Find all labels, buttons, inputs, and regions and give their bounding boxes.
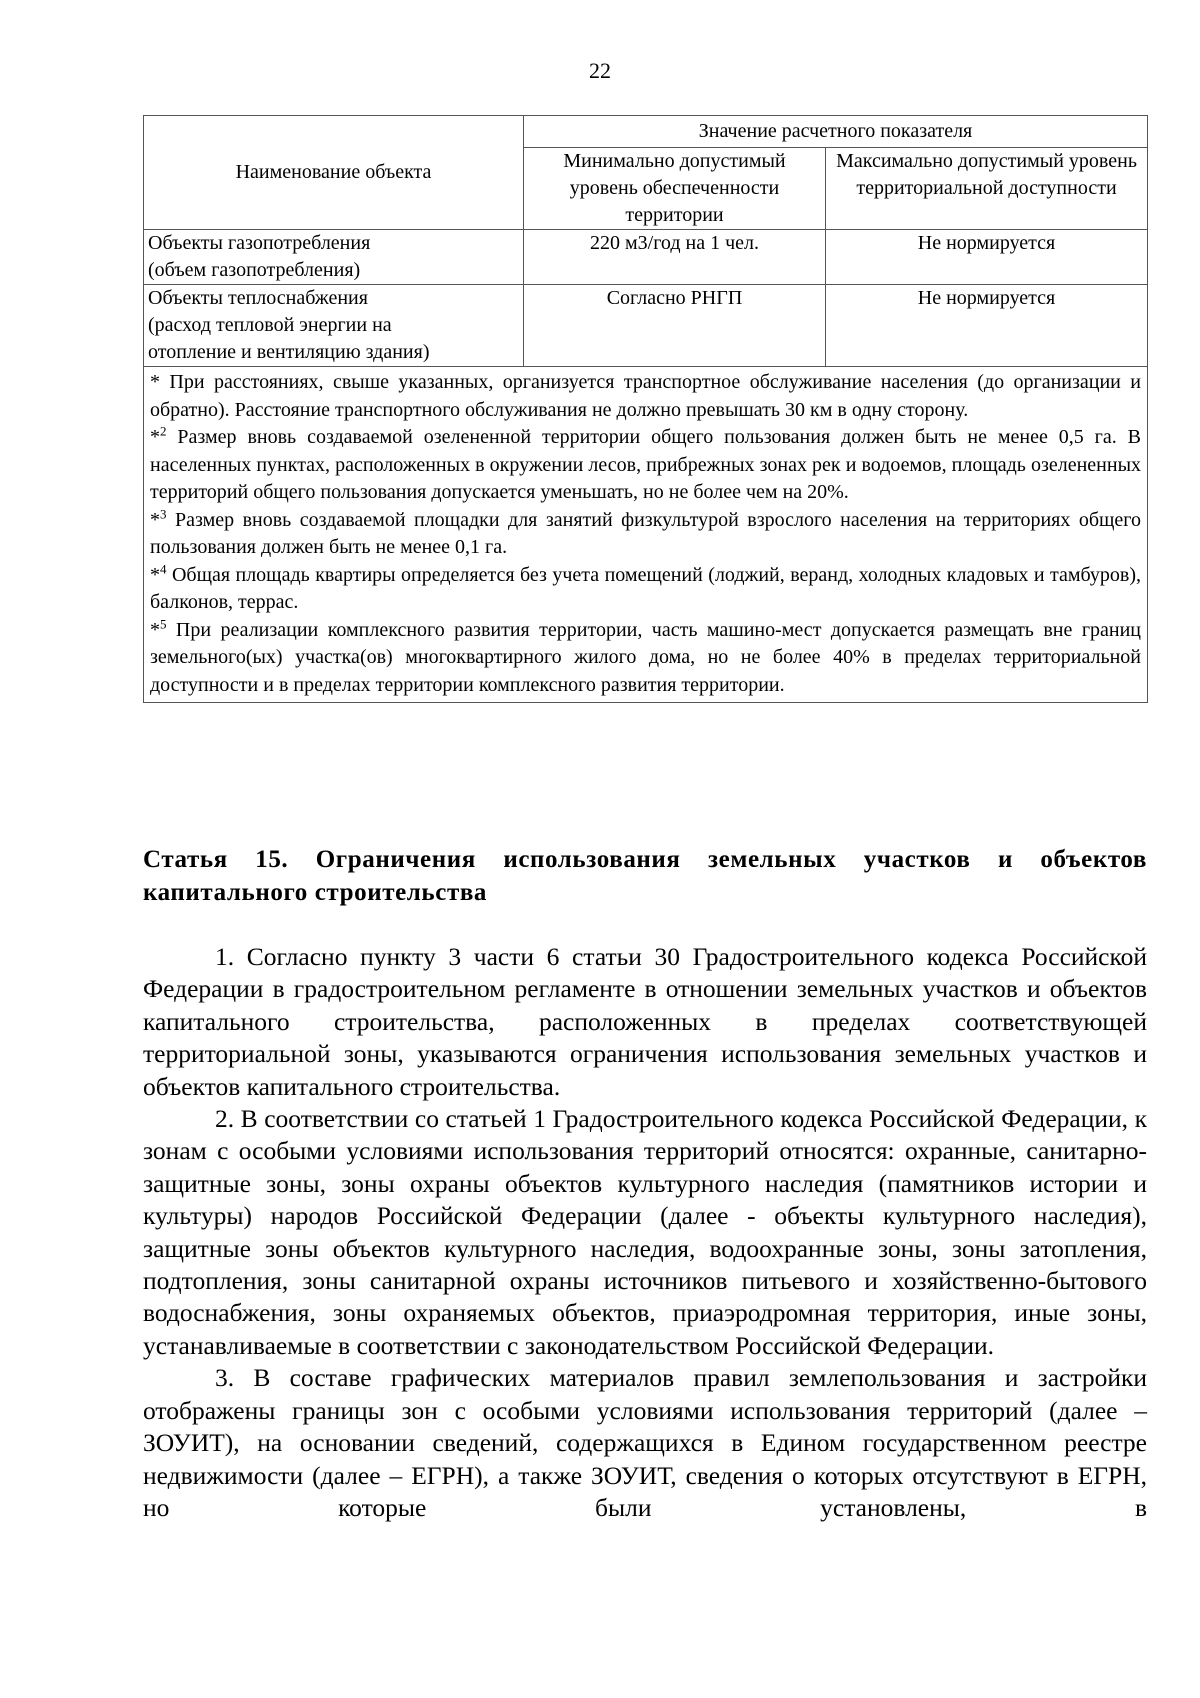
footnote-mark: * [150, 371, 160, 393]
indicator-table [143, 115, 1148, 703]
footnote-text: Размер вновь создаваемой озелененной территории общего пользования должен быть не менее 0,5 га. В населенных пунктах, расположенных в окружении лесов, прибрежных зонах рек и водоемов, площадь озелененных территорий общего пользования допускается уменьшать, но не более чем на 20%. [150, 426, 1142, 503]
footnote-mark: * [150, 426, 160, 448]
header-object-name: Наименование объекта [144, 116, 524, 230]
table-row [144, 230, 1148, 285]
table-row [144, 285, 1148, 367]
footnote [150, 424, 1141, 507]
footnote-mark: * [150, 508, 160, 531]
header-indicator-value: Значение расчетного показателя [524, 116, 1148, 148]
footnote-number: 3 [160, 505, 167, 521]
row-name-line: (объем газопотребления) [148, 259, 361, 281]
footnote [150, 507, 1141, 562]
row-name-line: Объекты газопотребления [148, 232, 371, 254]
footnote-number: 5 [160, 615, 167, 631]
footnote-text: Общая площадь квартиры определяется без учета помещений (лоджий, веранд, холодных кладовых и тамбуров), балконов, террас. [150, 563, 1142, 613]
footnote-number: 2 [160, 423, 167, 439]
row-object-name [144, 285, 524, 367]
footnote [150, 562, 1141, 617]
footnote-mark: * [150, 618, 160, 641]
row-name-line: отопление и вентиляцию здания) [148, 341, 430, 363]
header-min-level: Минимально допустимый уровень обеспеченности территории [524, 148, 826, 230]
row-min-value: Согласно РНГП [524, 285, 826, 367]
article-heading: Статья 15. Ограничения использования земельных участков и объектов капитального строительства [143, 846, 1147, 906]
footnote-number: 4 [160, 560, 167, 576]
footnote [150, 369, 1141, 424]
row-max-value: Не нормируется [826, 285, 1148, 367]
row-name-line: Объекты теплоснабжения [148, 287, 368, 309]
row-object-name [144, 230, 524, 285]
footnote-text: При расстояниях, свыше указанных, организуется транспортное обслуживание населения (до организации и обратно). Расстояние транспортного обслуживания не должно превышать 30 км в одну сторону. [150, 371, 1142, 421]
footnote [150, 617, 1141, 700]
page-number: 22 [589, 58, 611, 83]
footnote-mark: * [150, 563, 160, 586]
article-paragraph: 1. Согласно пункту 3 части 6 статьи 30 Градостроительного кодекса Российской Федерации в градостроительном регламенте в отношении земельных участков и объектов капитального строительства, расположенных в пределах соответствующей территориальной зоны, указываются ограничения использования земельных участков и объектов капитального строительства. [143, 942, 1147, 1101]
article-body [143, 941, 1147, 1524]
header-max-access: Максимально допустимый уровень территориальной доступности [826, 148, 1148, 230]
footnote-text: При реализации комплексного развития территории, часть машино-мест допускается размещать вне границ земельного(ых) участка(ов) многоквартирного жилого дома, но не более 40% в пределах территориальной доступности и в пределах территории комплексного развития территории. [150, 618, 1142, 696]
article-paragraph: 3. В составе графических материалов правил землепользования и застройки отображены границы зон с особыми условиями использования территорий (далее – ЗОУИТ), на основании сведений, содержащихся в Едином государственном реестре недвижимости (далее – ЕГРН), а также ЗОУИТ, сведения о которых отсутствуют в ЕГРН, но которые были установлены, в [143, 1363, 1147, 1522]
table-notes [144, 367, 1148, 703]
footnote-text: Размер вновь создаваемой площадки для занятий физкультурой взрослого населения на территориях общего пользования должен быть не менее 0,1 га. [150, 508, 1142, 558]
table-header-row [144, 116, 1148, 148]
table-notes-row [144, 367, 1148, 703]
row-max-value: Не нормируется [826, 230, 1148, 285]
row-min-value: 220 м3/год на 1 чел. [524, 230, 826, 285]
row-name-line: (расход тепловой энергии на [148, 314, 392, 336]
article-paragraph: 2. В соответствии со статьей 1 Градостроительного кодекса Российской Федерации, к зонам с особыми условиями использования территорий относятся: охранные, санитарно-защитные зоны, зоны охраны объектов культурного наследия (памятников истории и культуры) народов Российской Федерации (далее - объекты культурного наследия), защитные зоны объектов культурного наследия, водоохранные зоны, зоны затопления, подтопления, зоны санитарной охраны источников питьевого и хозяйственно-бытового водоснабжения, зоны охраняемых объектов, приаэродромная территория, иные зоны, устанавливаемые в соответствии с законодательством Российской Федерации. [143, 1104, 1147, 1360]
